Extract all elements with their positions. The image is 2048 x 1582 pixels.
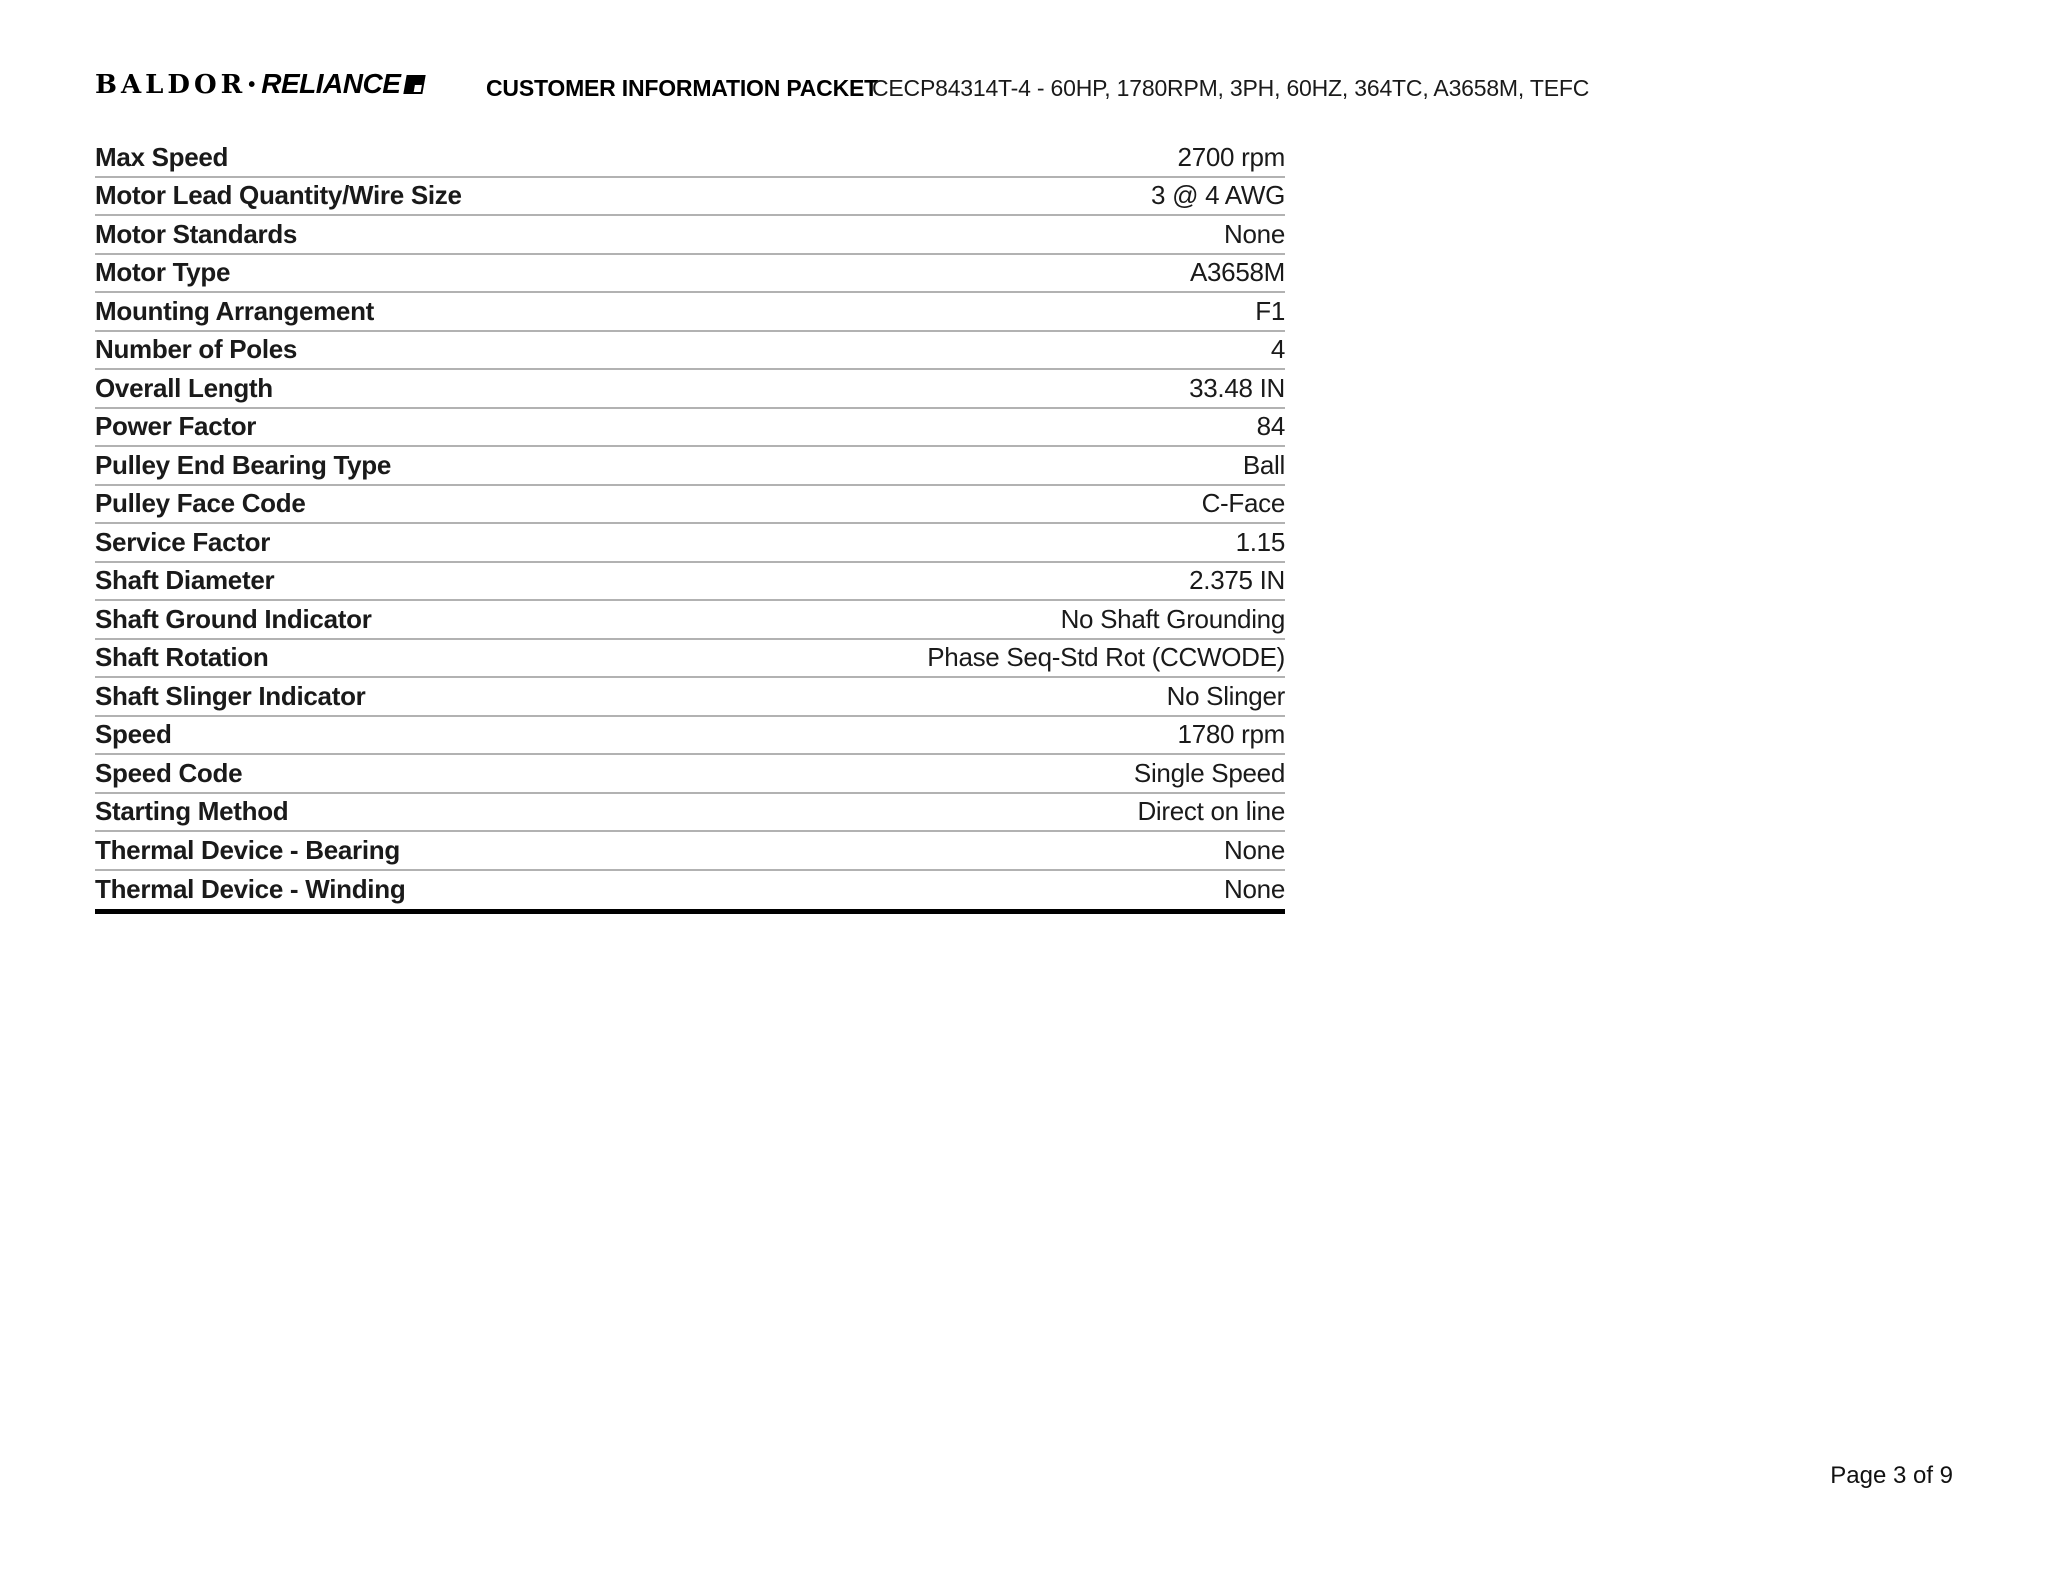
row-value: 2700 rpm	[1177, 141, 1285, 172]
row-label: Thermal Device - Bearing	[95, 834, 400, 865]
row-value: Phase Seq-Std Rot (CCWODE)	[927, 642, 1285, 673]
table-row	[95, 255, 1285, 294]
row-value: 2.375 IN	[1189, 565, 1285, 596]
reliance-trademark-icon	[404, 75, 426, 94]
motor-spec-table	[95, 139, 1285, 914]
row-label: Power Factor	[95, 411, 257, 442]
table-row	[95, 293, 1285, 332]
row-value: Direct on line	[1137, 796, 1285, 827]
row-label: Service Factor	[95, 526, 271, 557]
row-label: Pulley End Bearing Type	[95, 449, 392, 480]
row-label: Starting Method	[95, 796, 289, 827]
table-row	[95, 755, 1285, 794]
row-value: Ball	[1242, 449, 1285, 480]
row-value: None	[1224, 218, 1285, 249]
row-value: 3 @ 4 AWG	[1151, 180, 1285, 211]
row-value: 84	[1256, 411, 1285, 442]
row-value: 1.15	[1235, 526, 1285, 557]
row-value: F1	[1255, 295, 1285, 326]
row-label: Mounting Arrangement	[95, 295, 375, 326]
row-value: C-Face	[1201, 488, 1285, 519]
row-label: Motor Lead Quantity/Wire Size	[95, 180, 462, 211]
row-label: Thermal Device - Winding	[95, 874, 406, 905]
row-value: 33.48 IN	[1189, 372, 1285, 403]
table-row	[95, 447, 1285, 486]
row-value: 1780 rpm	[1177, 719, 1285, 750]
row-value: None	[1224, 874, 1285, 905]
table-row	[95, 332, 1285, 371]
row-value: No Slinger	[1166, 680, 1285, 711]
row-label: Max Speed	[95, 141, 229, 172]
row-label: Overall Length	[95, 372, 273, 403]
row-value: 4	[1270, 334, 1285, 365]
table-row	[95, 678, 1285, 717]
row-label: Shaft Rotation	[95, 642, 269, 673]
page-number: Page 3 of 9	[1830, 1462, 1953, 1489]
row-label: Motor Standards	[95, 218, 298, 249]
table-row	[95, 601, 1285, 640]
table-row	[95, 640, 1285, 679]
logo-baldor-text: BALDOR	[95, 70, 247, 100]
row-label: Speed Code	[95, 757, 243, 788]
table-row	[95, 409, 1285, 448]
baldor-reliance-logo	[95, 68, 424, 101]
row-label: Shaft Ground Indicator	[95, 603, 372, 634]
row-label: Number of Poles	[95, 334, 298, 365]
table-row	[95, 794, 1285, 833]
catalog-spec-line: CECP84314T-4 - 60HP, 1780RPM, 3PH, 60HZ, 364TC, A3658M, TEFC	[872, 75, 1590, 101]
row-label: Shaft Slinger Indicator	[95, 680, 366, 711]
row-label: Shaft Diameter	[95, 565, 275, 596]
row-value: No Shaft Grounding	[1060, 603, 1285, 634]
table-row	[95, 717, 1285, 756]
row-label: Motor Type	[95, 257, 231, 288]
table-row	[95, 486, 1285, 525]
row-value: None	[1224, 834, 1285, 865]
row-label: Pulley Face Code	[95, 488, 306, 519]
table-row	[95, 563, 1285, 602]
document-title: CUSTOMER INFORMATION PACKET	[486, 75, 878, 101]
logo-reliance-text: RELIANCE	[261, 68, 401, 99]
row-value: A3658M	[1189, 257, 1285, 288]
table-row	[95, 178, 1285, 217]
row-label: Speed	[95, 719, 172, 750]
row-value: Single Speed	[1133, 757, 1285, 788]
table-row	[95, 832, 1285, 871]
table-row	[95, 524, 1285, 563]
logo-dot-separator: •	[248, 74, 256, 96]
table-row	[95, 139, 1285, 178]
page-header	[0, 0, 2048, 110]
table-row	[95, 871, 1285, 910]
table-row	[95, 370, 1285, 409]
table-row	[95, 216, 1285, 255]
